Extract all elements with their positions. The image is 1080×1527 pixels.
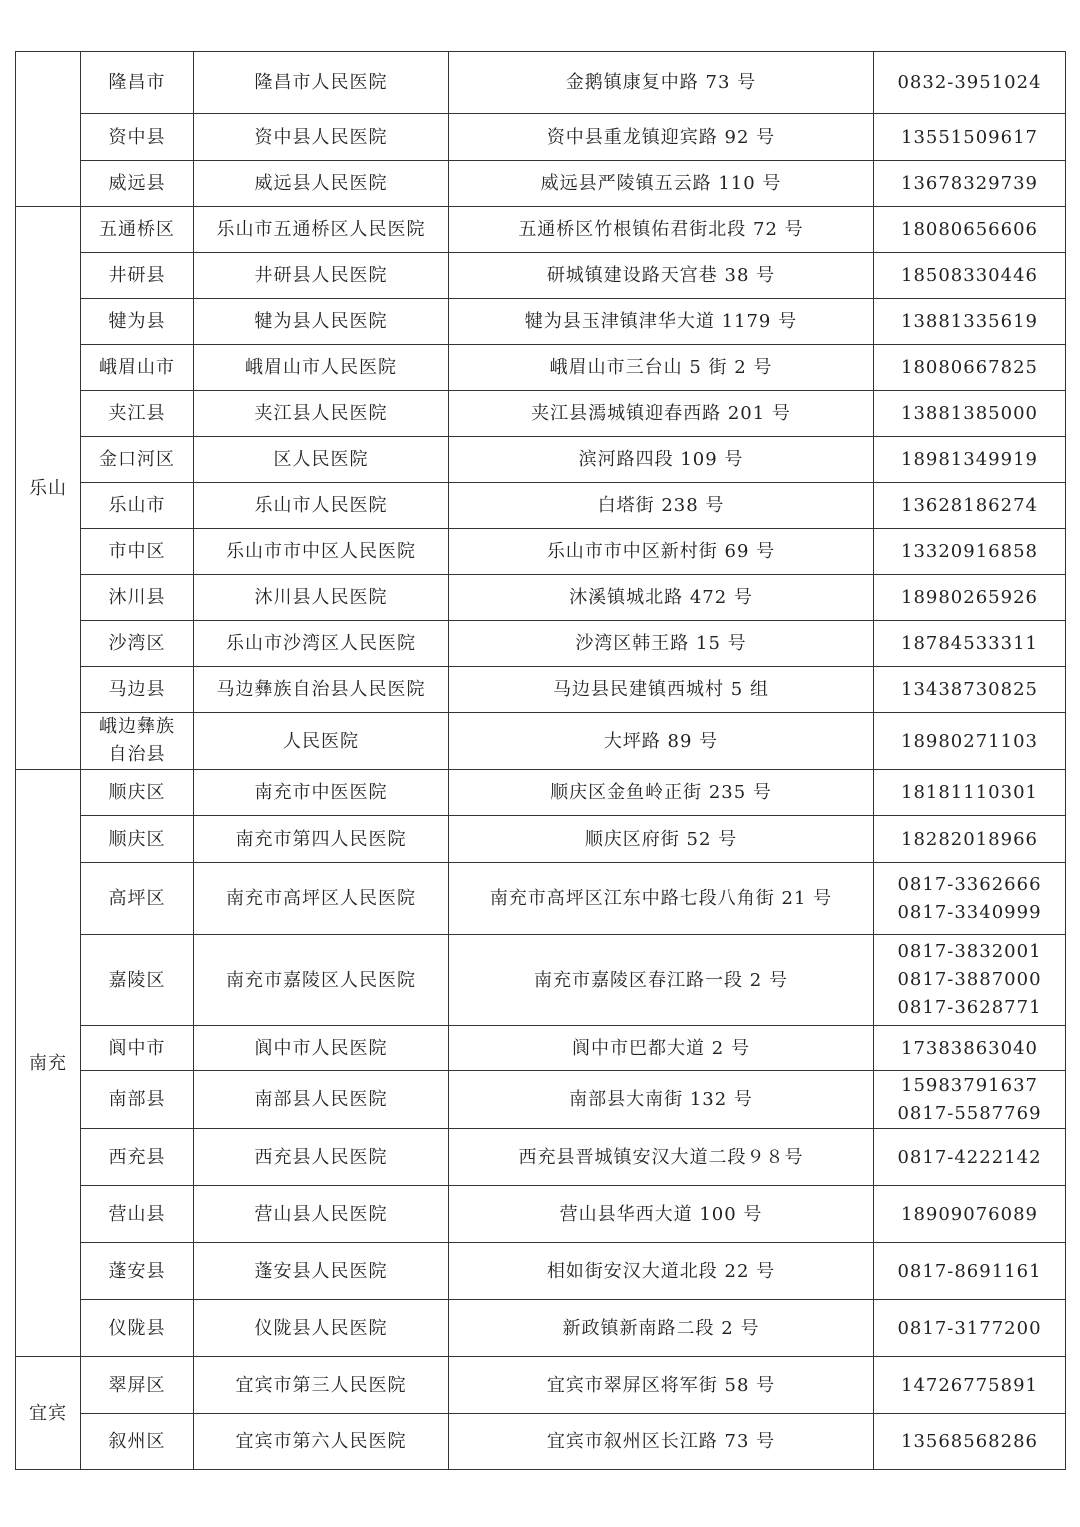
address-cell: 资中县重龙镇迎宾路 92 号 bbox=[449, 114, 874, 161]
table-row bbox=[16, 935, 1066, 1026]
hospital-cell: 南充市中医医院 bbox=[194, 770, 449, 816]
hospital-cell: 乐山市沙湾区人民医院 bbox=[194, 621, 449, 667]
phone-cell bbox=[874, 345, 1066, 391]
table-row bbox=[16, 1243, 1066, 1300]
phone-number: 0832-3951024 bbox=[897, 72, 1042, 93]
address-cell: 沙湾区韩王路 15 号 bbox=[449, 621, 874, 667]
hospital-cell: 区人民医院 bbox=[194, 437, 449, 483]
hospital-cell: 井研县人民医院 bbox=[194, 253, 449, 299]
phone-cell bbox=[874, 52, 1066, 114]
district-cell: 高坪区 bbox=[81, 863, 194, 935]
phone-cell bbox=[874, 1186, 1066, 1243]
phone-number: 18980271103 bbox=[901, 730, 1038, 752]
address-cell: 阆中市巴都大道 2 号 bbox=[449, 1026, 874, 1071]
table-row bbox=[16, 1300, 1066, 1357]
address-cell: 南部县大南街 132 号 bbox=[449, 1071, 874, 1129]
hospital-cell: 宜宾市第三人民医院 bbox=[194, 1357, 449, 1414]
address-cell: 犍为县玉津镇津华大道 1179 号 bbox=[449, 299, 874, 345]
region-cell: 乐山 bbox=[16, 207, 81, 770]
district-cell: 峨眉山市 bbox=[81, 345, 194, 391]
district-cell: 顺庆区 bbox=[81, 770, 194, 816]
hospital-cell: 乐山市市中区人民医院 bbox=[194, 529, 449, 575]
phone-number: 18508330446 bbox=[901, 265, 1038, 286]
address-cell: 研城镇建设路天宫巷 38 号 bbox=[449, 253, 874, 299]
district-cell: 市中区 bbox=[81, 529, 194, 575]
table-row bbox=[16, 52, 1066, 114]
phone-number: 14726775891 bbox=[901, 1374, 1038, 1396]
phone-cell bbox=[874, 1129, 1066, 1186]
address-cell: 马边县民建镇西城村 5 组 bbox=[449, 667, 874, 713]
region-cell: 南充 bbox=[16, 770, 81, 1357]
table-row bbox=[16, 713, 1066, 770]
phone-cell bbox=[874, 253, 1066, 299]
hospital-cell: 南充市嘉陵区人民医院 bbox=[194, 935, 449, 1026]
district-cell: 威远县 bbox=[81, 161, 194, 207]
table-row bbox=[16, 114, 1066, 161]
table-row bbox=[16, 207, 1066, 253]
address-cell: 宜宾市叙州区长江路 73 号 bbox=[449, 1414, 874, 1470]
district-cell: 阆中市 bbox=[81, 1026, 194, 1071]
phone-cell bbox=[874, 770, 1066, 816]
phone-number: 18980265926 bbox=[901, 587, 1038, 608]
address-cell: 相如街安汉大道北段 22 号 bbox=[449, 1243, 874, 1300]
phone-number: 15983791637 bbox=[901, 1074, 1038, 1096]
district-cell: 西充县 bbox=[81, 1129, 194, 1186]
phone-cell bbox=[874, 1026, 1066, 1071]
phone-number: 18282018966 bbox=[901, 828, 1038, 850]
phone-cell bbox=[874, 935, 1066, 1026]
phone-cell bbox=[874, 816, 1066, 863]
district-cell: 资中县 bbox=[81, 114, 194, 161]
phone-number: 13881385000 bbox=[901, 403, 1038, 424]
address-cell: 新政镇新南路二段 2 号 bbox=[449, 1300, 874, 1357]
hospital-table bbox=[15, 51, 1066, 1470]
address-cell: 大坪路 89 号 bbox=[449, 713, 874, 770]
address-cell: 营山县华西大道 100 号 bbox=[449, 1186, 874, 1243]
phone-cell bbox=[874, 667, 1066, 713]
phone-cell bbox=[874, 529, 1066, 575]
hospital-cell: 宜宾市第六人民医院 bbox=[194, 1414, 449, 1470]
phone-number: 13551509617 bbox=[901, 126, 1038, 148]
phone-cell bbox=[874, 1357, 1066, 1414]
hospital-cell: 南充市高坪区人民医院 bbox=[194, 863, 449, 935]
phone-number: 13678329739 bbox=[901, 173, 1038, 194]
hospital-cell: 峨眉山市人民医院 bbox=[194, 345, 449, 391]
phone-cell bbox=[874, 1414, 1066, 1470]
phone-cell bbox=[874, 1300, 1066, 1357]
table-row bbox=[16, 770, 1066, 816]
phone-number: 0817-3832001 bbox=[897, 941, 1042, 962]
district-cell: 蓬安县 bbox=[81, 1243, 194, 1300]
phone-cell bbox=[874, 114, 1066, 161]
hospital-cell: 马边彝族自治县人民医院 bbox=[194, 667, 449, 713]
table-row bbox=[16, 816, 1066, 863]
phone-number: 0817-8691161 bbox=[897, 1260, 1042, 1282]
district-cell: 营山县 bbox=[81, 1186, 194, 1243]
district-cell: 沐川县 bbox=[81, 575, 194, 621]
hospital-cell: 西充县人民医院 bbox=[194, 1129, 449, 1186]
table-row bbox=[16, 437, 1066, 483]
table-row bbox=[16, 161, 1066, 207]
table-row bbox=[16, 1129, 1066, 1186]
district-cell: 沙湾区 bbox=[81, 621, 194, 667]
region-cell: 宜宾 bbox=[16, 1357, 81, 1470]
table-row bbox=[16, 667, 1066, 713]
hospital-cell: 蓬安县人民医院 bbox=[194, 1243, 449, 1300]
hospital-cell: 人民医院 bbox=[194, 713, 449, 770]
address-cell: 南充市嘉陵区春江路一段 2 号 bbox=[449, 935, 874, 1026]
hospital-cell: 乐山市人民医院 bbox=[194, 483, 449, 529]
district-cell: 五通桥区 bbox=[81, 207, 194, 253]
address-cell: 南充市高坪区江东中路七段八角街 21 号 bbox=[449, 863, 874, 935]
hospital-cell: 营山县人民医院 bbox=[194, 1186, 449, 1243]
table-row bbox=[16, 1414, 1066, 1470]
hospital-cell: 仪陇县人民医院 bbox=[194, 1300, 449, 1357]
phone-cell bbox=[874, 575, 1066, 621]
district-cell: 乐山市 bbox=[81, 483, 194, 529]
phone-number: 0817-3628771 bbox=[897, 997, 1042, 1018]
table-row bbox=[16, 575, 1066, 621]
hospital-cell: 沐川县人民医院 bbox=[194, 575, 449, 621]
phone-number: 0817-3340999 bbox=[897, 901, 1042, 923]
district-line: 峨边彝族 bbox=[99, 716, 175, 737]
district-line: 自治县 bbox=[108, 744, 166, 765]
table-row bbox=[16, 253, 1066, 299]
phone-cell bbox=[874, 713, 1066, 770]
hospital-cell: 犍为县人民医院 bbox=[194, 299, 449, 345]
table-row bbox=[16, 1186, 1066, 1243]
address-cell: 沐溪镇城北路 472 号 bbox=[449, 575, 874, 621]
phone-cell bbox=[874, 1243, 1066, 1300]
district-cell: 仪陇县 bbox=[81, 1300, 194, 1357]
table-row bbox=[16, 299, 1066, 345]
phone-number: 0817-3887000 bbox=[897, 969, 1042, 990]
hospital-cell: 夹江县人民医院 bbox=[194, 391, 449, 437]
phone-number: 13568568286 bbox=[901, 1431, 1038, 1452]
district-cell: 井研县 bbox=[81, 253, 194, 299]
phone-cell bbox=[874, 299, 1066, 345]
district-cell: 金口河区 bbox=[81, 437, 194, 483]
phone-cell bbox=[874, 161, 1066, 207]
hospital-cell: 南充市第四人民医院 bbox=[194, 816, 449, 863]
hospital-table-body bbox=[16, 52, 1066, 1470]
address-cell: 五通桥区竹根镇佑君街北段 72 号 bbox=[449, 207, 874, 253]
phone-number: 18784533311 bbox=[901, 633, 1038, 654]
phone-number: 13320916858 bbox=[901, 541, 1038, 562]
address-cell: 夹江县漹城镇迎春西路 201 号 bbox=[449, 391, 874, 437]
phone-number: 13438730825 bbox=[901, 679, 1038, 700]
table-row bbox=[16, 1026, 1066, 1071]
phone-cell bbox=[874, 391, 1066, 437]
district-cell: 顺庆区 bbox=[81, 816, 194, 863]
phone-number: 0817-3362666 bbox=[897, 873, 1042, 895]
district-cell bbox=[81, 713, 194, 770]
phone-number: 18080667825 bbox=[901, 357, 1038, 378]
district-cell: 翠屏区 bbox=[81, 1357, 194, 1414]
hospital-cell: 南部县人民医院 bbox=[194, 1071, 449, 1129]
phone-number: 18080656606 bbox=[901, 219, 1038, 240]
phone-cell bbox=[874, 483, 1066, 529]
phone-cell bbox=[874, 437, 1066, 483]
address-cell: 峨眉山市三台山 5 街 2 号 bbox=[449, 345, 874, 391]
address-cell: 顺庆区金鱼岭正街 235 号 bbox=[449, 770, 874, 816]
district-cell: 隆昌市 bbox=[81, 52, 194, 114]
phone-number: 0817-5587769 bbox=[897, 1102, 1042, 1124]
address-cell: 西充县晋城镇安汉大道二段９８号 bbox=[449, 1129, 874, 1186]
phone-number: 18909076089 bbox=[901, 1203, 1038, 1225]
hospital-cell: 乐山市五通桥区人民医院 bbox=[194, 207, 449, 253]
address-cell: 乐山市市中区新村街 69 号 bbox=[449, 529, 874, 575]
table-row bbox=[16, 345, 1066, 391]
phone-number: 17383863040 bbox=[901, 1037, 1038, 1059]
phone-cell bbox=[874, 207, 1066, 253]
phone-cell bbox=[874, 863, 1066, 935]
hospital-cell: 威远县人民医院 bbox=[194, 161, 449, 207]
address-cell: 滨河路四段 109 号 bbox=[449, 437, 874, 483]
district-cell: 马边县 bbox=[81, 667, 194, 713]
phone-cell bbox=[874, 1071, 1066, 1129]
table-row bbox=[16, 621, 1066, 667]
district-cell: 嘉陵区 bbox=[81, 935, 194, 1026]
district-cell: 犍为县 bbox=[81, 299, 194, 345]
address-cell: 威远县严陵镇五云路 110 号 bbox=[449, 161, 874, 207]
phone-number: 18181110301 bbox=[901, 782, 1038, 803]
district-cell: 夹江县 bbox=[81, 391, 194, 437]
address-cell: 金鹅镇康复中路 73 号 bbox=[449, 52, 874, 114]
hospital-cell: 隆昌市人民医院 bbox=[194, 52, 449, 114]
phone-number: 13881335619 bbox=[901, 311, 1038, 332]
table-row bbox=[16, 1071, 1066, 1129]
address-cell: 白塔街 238 号 bbox=[449, 483, 874, 529]
phone-cell bbox=[874, 621, 1066, 667]
table-row bbox=[16, 1357, 1066, 1414]
phone-number: 13628186274 bbox=[901, 495, 1038, 516]
district-cell: 叙州区 bbox=[81, 1414, 194, 1470]
phone-number: 0817-3177200 bbox=[897, 1317, 1042, 1339]
hospital-cell: 阆中市人民医院 bbox=[194, 1026, 449, 1071]
table-row bbox=[16, 529, 1066, 575]
region-cell bbox=[16, 52, 81, 207]
hospital-cell: 资中县人民医院 bbox=[194, 114, 449, 161]
table-row bbox=[16, 391, 1066, 437]
phone-number: 18981349919 bbox=[901, 449, 1038, 470]
table-row bbox=[16, 483, 1066, 529]
phone-number: 0817-4222142 bbox=[897, 1146, 1042, 1168]
district-cell: 南部县 bbox=[81, 1071, 194, 1129]
table-row bbox=[16, 863, 1066, 935]
address-cell: 宜宾市翠屏区将军街 58 号 bbox=[449, 1357, 874, 1414]
address-cell: 顺庆区府街 52 号 bbox=[449, 816, 874, 863]
